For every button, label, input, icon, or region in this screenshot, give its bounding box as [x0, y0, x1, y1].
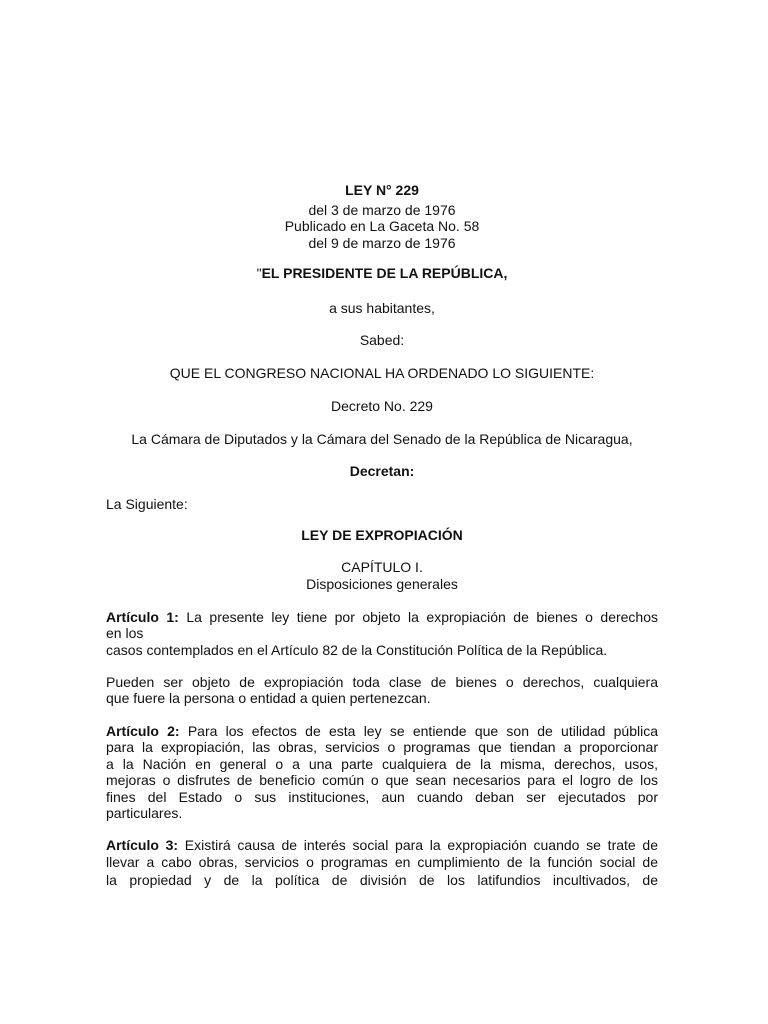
gazette-date: del 9 de marzo de 1976	[308, 235, 456, 251]
article-3-line	[106, 837, 658, 854]
to-inhabitants: a sus habitantes,	[329, 300, 435, 316]
law-number: LEY N° 229	[345, 182, 419, 198]
decree-number: Decreto No. 229	[331, 398, 433, 414]
decretan: Decretan:	[349, 463, 415, 479]
paragraph-2-line: Pueden ser objeto de expropiación toda clase de bienes o derechos, cualquiera	[106, 674, 658, 690]
article-2-label: Artículo 2:	[106, 723, 180, 739]
chapter-title: Disposiciones generales	[306, 576, 458, 592]
article-3-line: la propiedad y de la política de división de los latifundios incultivados, de	[106, 872, 658, 888]
article-3-label: Artículo 3:	[106, 837, 179, 853]
opening-quote: "	[256, 265, 262, 281]
article-3-line: llevar a cabo obras, servicios o programas en cumplimiento de la función social de	[106, 854, 658, 870]
paragraph-2-line: que fuere la persona o entidad a quien pertenezcan.	[106, 690, 431, 706]
article-1-line: casos contemplados en el Artículo 82 de la Constitución Política de la República.	[106, 642, 608, 658]
article-2-line: particulares.	[106, 805, 183, 821]
law-title: LEY DE EXPROPIACIÓN	[301, 527, 463, 543]
article-2-line: mejoras o disfrutes de beneficio común o que sean necesarios para el logro de los	[106, 772, 658, 788]
article-1-text: La presente ley tiene por objeto la expropiación de bienes o derechos	[186, 609, 658, 625]
article-1-line: en los	[106, 625, 144, 641]
chapter-number: CAPÍTULO I.	[341, 559, 423, 575]
president-title: EL PRESIDENTE DE LA REPÚBLICA,	[261, 265, 508, 281]
sabed: Sabed:	[359, 332, 405, 348]
law-date: del 3 de marzo de 1976	[308, 202, 456, 218]
article-2-line	[106, 723, 658, 740]
article-2-line: a la Nación en general o a una parte cualquiera de la misma, derechos, usos,	[106, 756, 658, 772]
article-2-text: Para los efectos de esta ley se entiende que son de utilidad pública	[187, 723, 659, 739]
president-heading	[106, 265, 658, 282]
following-label: La Siguiente:	[106, 496, 188, 512]
chambers-statement: La Cámara de Diputados y la Cámara del Senado de la República de Nicaragua,	[131, 431, 633, 447]
article-1-line	[106, 609, 658, 626]
article-2-line: para la expropiación, las obras, servicios o programas que tiendan a proporcionar	[106, 739, 658, 755]
gazette-publication: Publicado en La Gaceta No. 58	[284, 218, 480, 234]
article-2-line: fines del Estado o sus instituciones, aun cuando deban ser ejecutados por	[106, 789, 658, 805]
article-3-text: Existirá causa de interés social para la expropiación cuando se trate de	[184, 837, 658, 853]
congress-statement: QUE EL CONGRESO NACIONAL HA ORDENADO LO SIGUIENTE:	[169, 365, 595, 381]
article-1-label: Artículo 1:	[106, 609, 179, 625]
